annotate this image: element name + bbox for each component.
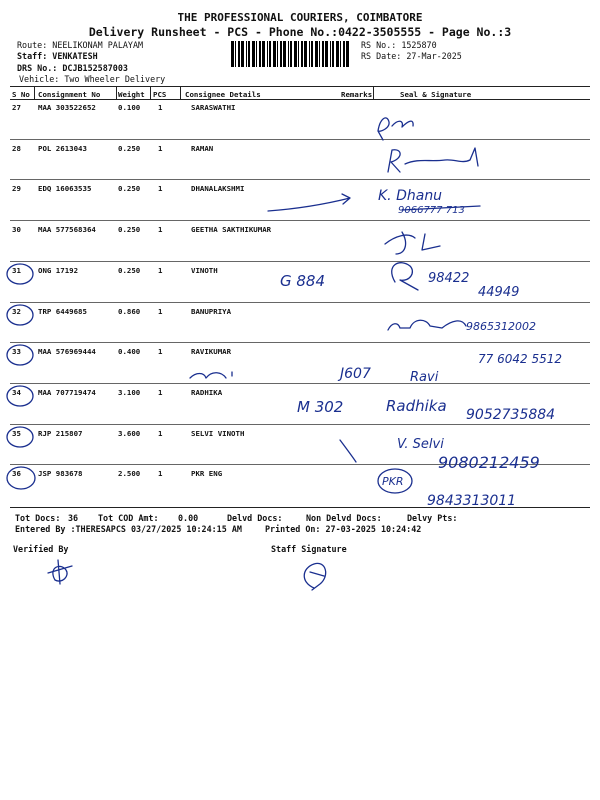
signature-35: V. Selvi: [397, 437, 444, 452]
cell-sno: 27: [12, 103, 21, 112]
remark-31: G 884: [280, 272, 326, 290]
cell-weight: 0.400: [118, 347, 141, 356]
barcode-bar: [304, 41, 307, 67]
cell-consignee: GEETHA SAKTHIKUMAR: [191, 225, 272, 234]
rs-number: RS No.: 1525870: [361, 40, 437, 50]
cell-pcs: 1: [158, 307, 163, 316]
phone-31b: 44949: [478, 285, 520, 300]
cell-consignee: RAMAN: [191, 144, 214, 153]
row-divider: [10, 424, 590, 425]
cell-consignee: SARASWATHI: [191, 103, 236, 112]
cell-weight: 3.100: [118, 388, 141, 397]
cell-sno: 33: [12, 347, 21, 356]
barcode-bar: [259, 41, 261, 67]
cell-pcs: 1: [158, 347, 163, 356]
tick-35: [340, 440, 356, 462]
strike-29: [402, 206, 480, 210]
cell-consignment-no: RJP 215807: [38, 429, 83, 438]
barcode-bar: [343, 41, 345, 67]
cell-consignment-no: ONG 17192: [38, 266, 79, 275]
cell-pcs: 1: [158, 388, 163, 397]
cell-consignment-no: MAA 577568364: [38, 225, 96, 234]
row-divider: [10, 302, 590, 303]
barcode-bar: [252, 41, 255, 67]
cell-sno: 31: [12, 266, 21, 275]
verified-signature: [48, 560, 72, 584]
signature-28: [388, 148, 478, 172]
cell-sno: 36: [12, 469, 21, 478]
barcode-bar: [288, 41, 289, 67]
barcode-bar: [325, 41, 328, 67]
row-divider: [10, 139, 590, 140]
phone-31a: 98422: [428, 271, 470, 286]
barcode-bar: [273, 41, 276, 67]
non-delvd-docs-label: Non Delvd Docs:: [306, 513, 382, 523]
barcode-bar: [238, 41, 240, 67]
arrow-29: [268, 194, 350, 211]
row-divider: [10, 261, 590, 262]
staff-signature-mark: [304, 563, 325, 590]
row-divider: [10, 342, 590, 343]
tot-docs-label: Tot Docs:: [15, 513, 61, 523]
barcode-bar: [267, 41, 268, 67]
cell-consignee: RADHIKA: [191, 388, 223, 397]
tot-docs-value: 36: [68, 513, 79, 523]
cell-weight: 0.250: [118, 144, 141, 153]
verified-by-label: Verified By: [13, 544, 69, 554]
staff-info: Staff: VENKATESH: [17, 51, 98, 61]
cell-consignment-no: TRP 6449685: [38, 307, 87, 316]
drs-number: DRS No.: DCJB152587003: [17, 63, 128, 73]
cell-consignment-no: POL 2613043: [38, 144, 87, 153]
vehicle-info: Vehicle: Two Wheeler Delivery: [19, 74, 166, 84]
phone-32: 9865312002: [466, 320, 536, 333]
delvd-docs-label: Delvd Docs:: [227, 513, 283, 523]
cell-consignee: DHANALAKSHMI: [191, 184, 245, 193]
barcode-bar: [315, 41, 318, 67]
barcode-bar: [311, 41, 313, 67]
phone-29: 9066777 713: [398, 205, 465, 216]
cell-pcs: 1: [158, 266, 163, 275]
cell-weight: 2.500: [118, 469, 141, 478]
seal-circle-36: [378, 469, 412, 493]
cell-consignee: SELVI VINOTH: [191, 429, 245, 438]
cell-sno: 28: [12, 144, 21, 153]
barcode-bar: [330, 41, 331, 67]
col-header-seal-signature: Seal & Signature: [400, 90, 472, 99]
cell-consignee: VINOTH: [191, 266, 218, 275]
cell-consignment-no: EDQ 16063535: [38, 184, 92, 193]
barcode-bar: [256, 41, 257, 67]
remark-33-scribble: [190, 372, 232, 378]
cell-consignment-no: MAA 707719474: [38, 388, 96, 397]
cell-pcs: 1: [158, 184, 163, 193]
cell-consignment-no: MAA 303522652: [38, 103, 96, 112]
barcode-bar: [241, 41, 244, 67]
barcode-bar: [322, 41, 324, 67]
tot-cod-label: Tot COD Amt:: [98, 513, 159, 523]
cell-weight: 0.250: [118, 225, 141, 234]
company-title: THE PROFESSIONAL COURIERS, COIMBATORE: [177, 11, 423, 24]
barcode: [231, 41, 353, 67]
entered-by: Entered By :THERESAPCS 03/27/2025 10:24:15 AM: [15, 524, 242, 534]
barcode-bar: [336, 41, 339, 67]
cell-weight: 0.100: [118, 103, 141, 112]
cell-consignee: PKR ENG: [191, 469, 223, 478]
barcode-bar: [332, 41, 334, 67]
cell-weight: 0.250: [118, 184, 141, 193]
signature-31: [392, 263, 418, 290]
tot-cod-value: 0.00: [178, 513, 199, 523]
signature-27: [378, 118, 413, 140]
cell-sno: 29: [12, 184, 21, 193]
rs-date: RS Date: 27-Mar-2025: [361, 51, 462, 61]
delvy-pts-label: Delvy Pts:: [407, 513, 458, 523]
signature-34: Radhika: [386, 397, 447, 415]
barcode-bar: [262, 41, 265, 67]
barcode-bar: [294, 41, 297, 67]
col-header-remarks: Remarks: [341, 90, 373, 99]
barcode-bar: [340, 41, 341, 67]
cell-weight: 0.860: [118, 307, 141, 316]
col-header-weight: Weight: [118, 90, 145, 99]
row-divider: [10, 464, 590, 465]
barcode-bar: [246, 41, 247, 67]
seal-36: PKR: [382, 475, 404, 488]
cell-pcs: 1: [158, 103, 163, 112]
cell-consignee: BANUPRIYA: [191, 307, 232, 316]
row-divider: [10, 220, 590, 221]
signature-30: [385, 232, 440, 254]
cell-pcs: 1: [158, 429, 163, 438]
barcode-bar: [277, 41, 278, 67]
remark-34: M 302: [297, 398, 344, 416]
cell-consignee: RAVIKUMAR: [191, 347, 232, 356]
barcode-bar: [235, 41, 236, 67]
cell-sno: 35: [12, 429, 21, 438]
barcode-bar: [346, 41, 349, 67]
cell-sno: 30: [12, 225, 21, 234]
barcode-bar: [290, 41, 292, 67]
col-header-sno: S No: [12, 90, 30, 99]
cell-consignment-no: MAA 576969444: [38, 347, 96, 356]
signature-32: [388, 320, 466, 330]
cell-sno: 32: [12, 307, 21, 316]
remark-33: J607: [340, 366, 371, 382]
col-header-pcs: PCS: [153, 90, 167, 99]
barcode-bar: [309, 41, 310, 67]
col-header-consignment: Consignment No: [38, 90, 101, 99]
row-divider: [10, 179, 590, 180]
phone-33: 77 6042 5512: [478, 352, 562, 366]
cell-pcs: 1: [158, 469, 163, 478]
barcode-bar: [248, 41, 250, 67]
printed-on: Printed On: 27-03-2025 10:24:42: [265, 524, 422, 534]
phone-36: 9843313011: [427, 493, 517, 509]
staff-signature-label: Staff Signature: [271, 544, 347, 554]
phone-34: 9052735884: [466, 407, 556, 423]
signature-29: K. Dhanu: [378, 188, 443, 204]
phone-35: 9080212459: [438, 453, 540, 472]
route-info: Route: NEELIKONAM PALAYAM: [17, 40, 144, 50]
col-header-consignee: Consignee Details: [185, 90, 261, 99]
barcode-bar: [269, 41, 271, 67]
cell-sno: 34: [12, 388, 21, 397]
cell-pcs: 1: [158, 144, 163, 153]
barcode-bar: [283, 41, 286, 67]
cell-pcs: 1: [158, 225, 163, 234]
row-divider: [10, 383, 590, 384]
barcode-bar: [231, 41, 234, 67]
barcode-bar: [298, 41, 299, 67]
signature-33: Ravi: [410, 370, 439, 385]
cell-weight: 3.600: [118, 429, 141, 438]
cell-weight: 0.250: [118, 266, 141, 275]
barcode-bar: [301, 41, 303, 67]
cell-consignment-no: JSP 983678: [38, 469, 83, 478]
barcode-bar: [280, 41, 282, 67]
barcode-bar: [319, 41, 320, 67]
runsheet-title: Delivery Runsheet - PCS - Phone No.:0422-3505555 - Page No.:3: [88, 25, 512, 39]
